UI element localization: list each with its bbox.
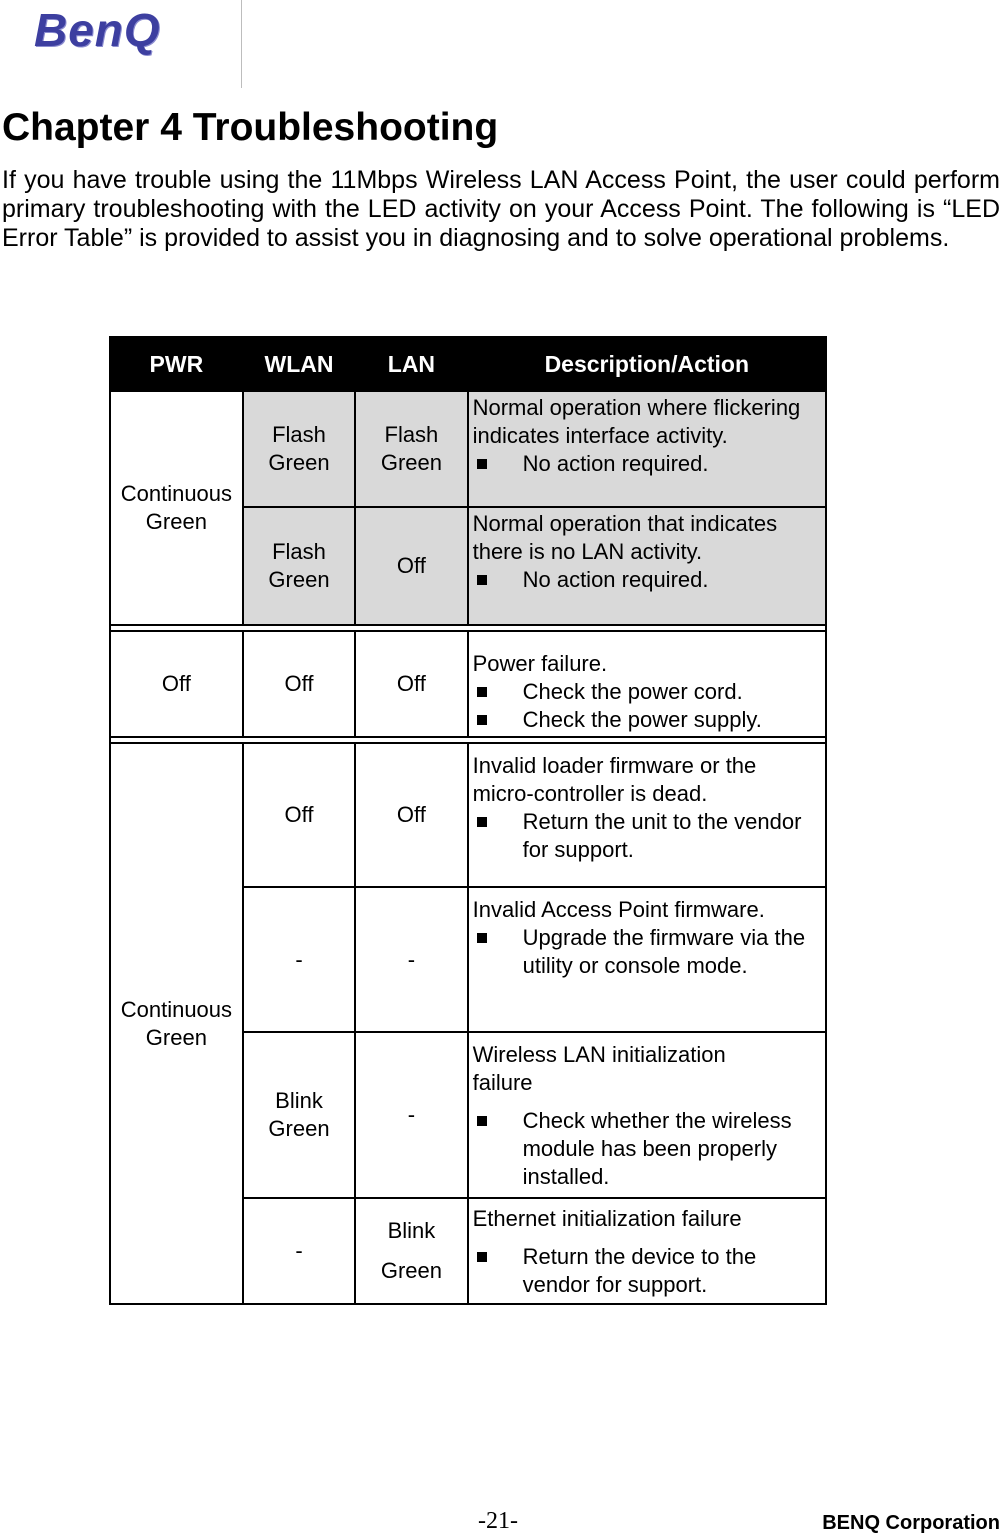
lan-cell: Off xyxy=(355,507,467,625)
page-number: -21- xyxy=(478,1508,518,1534)
table-row xyxy=(110,631,826,737)
description-cell xyxy=(468,507,826,625)
footer-company: BENQ Corporation xyxy=(822,1512,1000,1534)
pwr-cell: Continuous Green xyxy=(110,391,243,625)
wlan-cell: Flash Green xyxy=(243,391,355,507)
lan-cell: Flash Green xyxy=(355,391,467,507)
header-lan: LAN xyxy=(355,337,467,391)
action-text: Check the power cord. xyxy=(522,679,743,704)
action-text: Upgrade the firmware via the utility or console mode. xyxy=(522,925,806,978)
action-text: No action required. xyxy=(522,567,709,592)
action-list xyxy=(473,924,821,980)
header-divider xyxy=(241,0,242,88)
lan-cell: Off xyxy=(355,631,467,737)
table-row xyxy=(110,743,826,887)
description-text: Normal operation that indicates there is no LAN activity. xyxy=(472,511,778,564)
wlan-cell: - xyxy=(243,887,355,1032)
action-text: Check the power supply. xyxy=(522,707,762,732)
description-text: Invalid loader firmware or the micro-controller is dead. xyxy=(472,753,757,806)
lan-cell: - xyxy=(355,1032,467,1198)
description-text: Power failure. xyxy=(472,651,608,676)
wlan-cell: Flash Green xyxy=(243,507,355,625)
list-item xyxy=(473,808,821,864)
wlan-cell: Off xyxy=(243,631,355,737)
action-text: Return the unit to the vendor for support. xyxy=(522,809,802,862)
chapter-title: Chapter 4 Troubleshooting xyxy=(2,106,499,149)
square-bullet-icon xyxy=(477,1116,487,1126)
table-header-row xyxy=(110,337,826,391)
list-item xyxy=(473,1243,821,1299)
action-text: Check whether the wireless module has been properly installed. xyxy=(522,1108,792,1189)
action-list xyxy=(473,1243,821,1299)
description-cell xyxy=(468,887,826,1032)
header-pwr: PWR xyxy=(110,337,243,391)
pwr-cell: Continuous Green xyxy=(110,743,243,1304)
intro-paragraph: If you have trouble using the 11Mbps Wireless LAN Access Point, the user could perform primary troubleshooting with the LED activity on your Access Point. The following is “LED Error Table” is provided to assist you in diagnosing and to solve operational problems. xyxy=(2,166,1000,252)
wlan-cell: Off xyxy=(243,743,355,887)
description-cell xyxy=(468,631,826,737)
description-text: Normal operation where flickering indicates interface activity. xyxy=(472,395,801,448)
list-item xyxy=(473,450,821,478)
square-bullet-icon xyxy=(477,687,487,697)
description-cell xyxy=(468,1198,826,1304)
action-list xyxy=(473,450,821,478)
lan-cell: - xyxy=(355,887,467,1032)
description-text: Invalid Access Point firmware. xyxy=(472,897,765,922)
description-cell xyxy=(468,1032,826,1198)
action-text: Return the device to the vendor for support. xyxy=(522,1244,757,1297)
wlan-cell: Blink Green xyxy=(243,1032,355,1198)
action-text: No action required. xyxy=(522,451,709,476)
square-bullet-icon xyxy=(477,715,487,725)
description-cell xyxy=(468,743,826,887)
header-wlan: WLAN xyxy=(243,337,355,391)
description-text: Wireless LAN initialization failure xyxy=(472,1042,726,1095)
list-item xyxy=(473,678,821,706)
list-item xyxy=(473,706,821,734)
wlan-cell: - xyxy=(243,1198,355,1304)
pwr-cell: Off xyxy=(110,631,243,737)
square-bullet-icon xyxy=(477,817,487,827)
description-text: Ethernet initialization failure xyxy=(472,1206,742,1231)
header-description: Description/Action xyxy=(468,337,826,391)
table-row xyxy=(110,391,826,507)
lan-cell: Blink Green xyxy=(355,1198,467,1304)
list-item xyxy=(473,566,821,594)
description-cell xyxy=(468,391,826,507)
benq-logo xyxy=(34,6,214,54)
lan-cell: Off xyxy=(355,743,467,887)
list-item xyxy=(473,924,821,980)
logo-text: BenQ xyxy=(34,4,161,56)
action-list xyxy=(473,678,821,734)
action-list xyxy=(473,1107,821,1191)
action-list xyxy=(473,808,821,864)
list-item xyxy=(473,1107,821,1191)
square-bullet-icon xyxy=(477,1252,487,1262)
action-list xyxy=(473,566,821,594)
square-bullet-icon xyxy=(477,575,487,585)
square-bullet-icon xyxy=(477,933,487,943)
led-error-table xyxy=(109,336,827,1305)
square-bullet-icon xyxy=(477,459,487,469)
